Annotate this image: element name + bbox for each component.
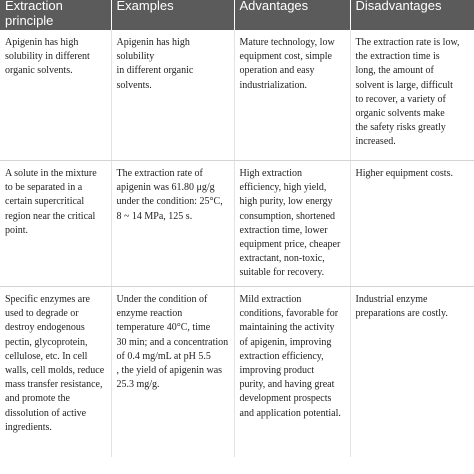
header-extraction-principle: Extraction principle — [0, 0, 111, 30]
cell-disadvantages: Higher equipment costs. — [350, 161, 474, 287]
cell-advantages: High extraction efficiency, high yield, high purity, low energy consumption, shortened extraction time, lower equipment price, cheaper extractant, non-toxic, suitable for recovery. — [234, 161, 350, 287]
cell-advantages: Mature technology, low equipment cost, simple operation and easy industrialization. — [234, 30, 350, 161]
cell-example: Under the condition of enzyme reaction temperature 40°C, time 30 min; and a concentration of 0.4 mg/mL at pH 5.5 , the yield of apigenin was 25.3 mg/g. — [111, 287, 234, 458]
header-disadvantages: Disadvantages — [350, 0, 474, 30]
table-row — [0, 30, 474, 161]
cell-example: Apigenin has high solubility in different organic solvents. — [111, 30, 234, 161]
table-row — [0, 161, 474, 287]
header-examples: Examples — [111, 0, 234, 30]
cell-disadvantages: Industrial enzyme preparations are costly. — [350, 287, 474, 458]
header-row — [0, 0, 474, 30]
cell-disadvantages: The extraction rate is low, the extraction time is long, the amount of solvent is large, difficult to recover, a variety of organic solvents make the safety risks greatly increased. — [350, 30, 474, 161]
cell-principle: Specific enzymes are used to degrade or destroy endogenous pectin, glycoprotein, cellulose, etc. In cell walls, cell molds, reduce mass transfer resistance, and promote the dissolution of active ingredients. — [0, 287, 111, 458]
cell-principle: A solute in the mixture to be separated in a certain supercritical region near the critical point. — [0, 161, 111, 287]
cell-advantages: Mild extraction conditions, favorable for maintaining the activity of apigenin, improving extraction efficiency, improving product purity, and having great development prospects and application potential. — [234, 287, 350, 458]
table-header — [0, 0, 474, 30]
header-advantages: Advantages — [234, 0, 350, 30]
table-body — [0, 30, 474, 457]
cell-principle: Apigenin has high solubility in different organic solvents. — [0, 30, 111, 161]
cell-example: The extraction rate of apigenin was 61.80 μg/g under the condition: 25°C, 8 ~ 14 MPa, 125 s. — [111, 161, 234, 287]
table-row — [0, 287, 474, 458]
